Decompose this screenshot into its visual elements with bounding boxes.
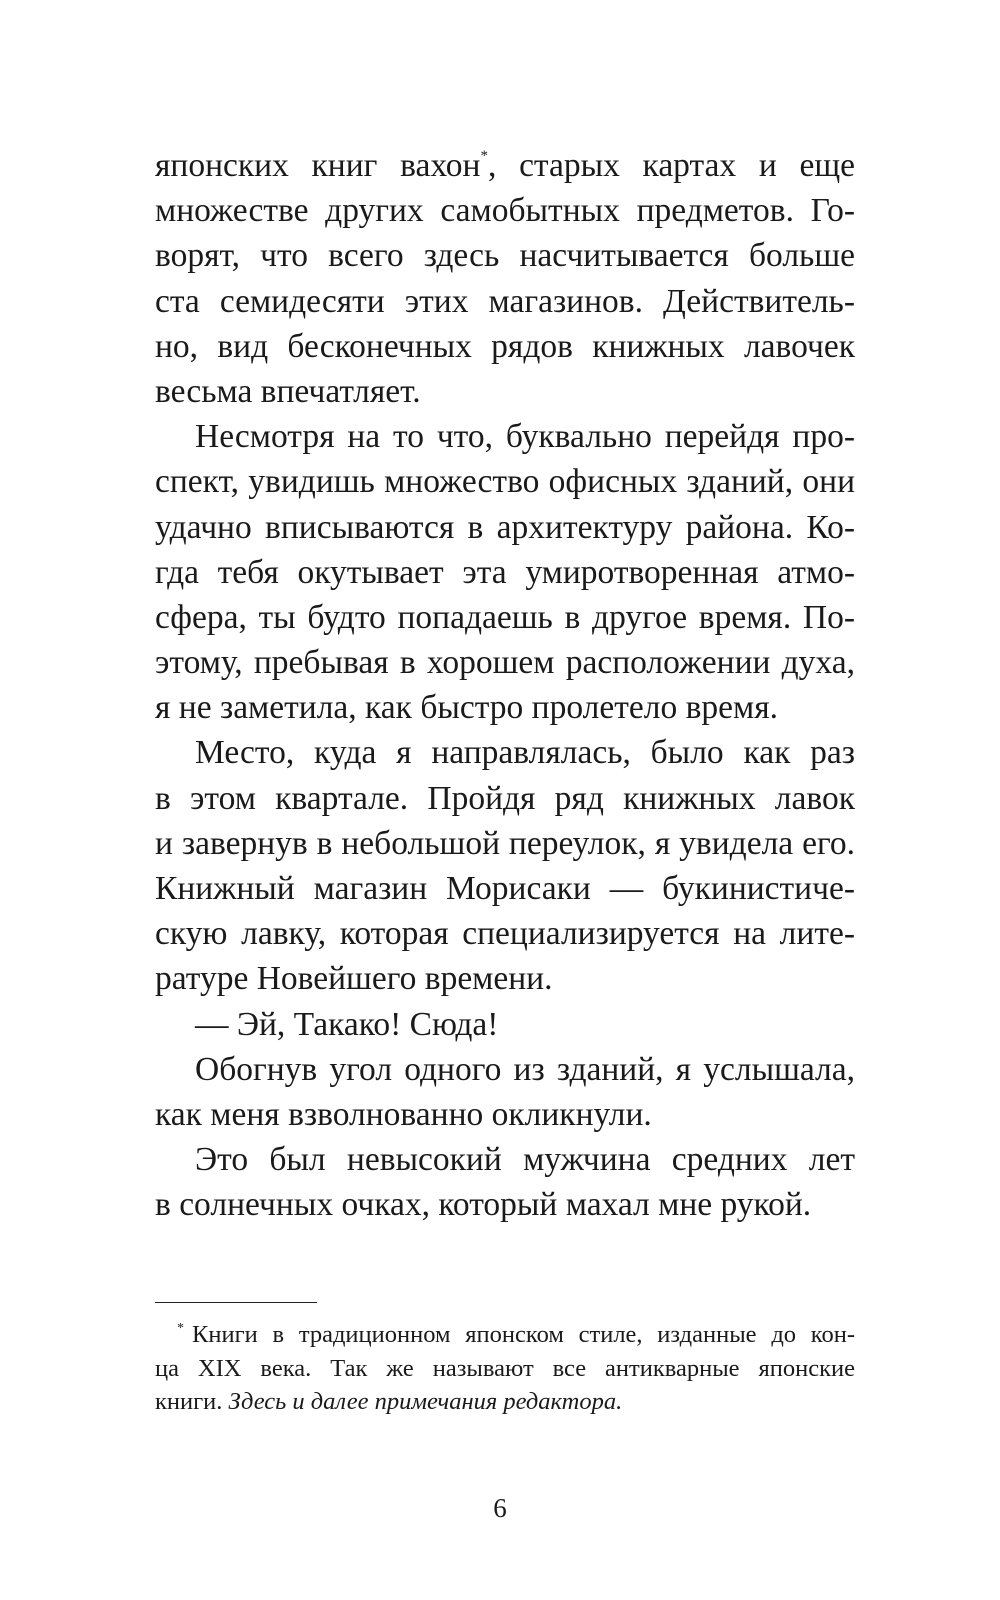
text-line: весьма впечатляет. — [155, 372, 421, 410]
text-line: но, вид бесконечных рядов книжных лавочек — [155, 327, 855, 365]
text-line: ста семидесяти этих магазинов. Действитель- — [155, 282, 855, 320]
text-line: Обогнув угол одного из зданий, я услышала, — [195, 1050, 855, 1088]
footnote-line: ца XIX века. Так же называют все антикварные японские — [155, 1354, 855, 1382]
text-line: гда тебя окутывает эта умиротворенная атмо- — [155, 553, 855, 591]
text-line: я не заметила, как быстро пролетело время. — [155, 689, 779, 727]
text-line: скую лавку, которая специализируется на лите- — [155, 915, 855, 953]
page-number: 6 — [493, 1493, 507, 1523]
footnote-line: * Книги в традиционном японском стиле, изданные до кон- — [177, 1321, 855, 1348]
text-line: спект, увидишь множество офисных зданий, они — [155, 463, 855, 501]
text-line: Это был невысокий мужчина средних лет — [195, 1141, 855, 1179]
text-line: множестве других самобытных предметов. Го- — [155, 192, 855, 230]
footnote-divider — [155, 1302, 317, 1303]
text-line: этому, пребывая в хорошем расположении духа, — [155, 644, 855, 682]
text-line: ворят, что всего здесь насчитывается больше — [155, 237, 855, 275]
footnote-marker: * — [177, 1321, 184, 1336]
text-line: и завернув в небольшой переулок, я увидела его. — [155, 824, 855, 862]
body-text — [155, 143, 855, 1228]
footnote — [155, 1318, 855, 1419]
footnote-reference[interactable]: * — [480, 148, 488, 164]
dialogue-line: — Эй, Такако! Сюда! — [195, 1005, 499, 1043]
text-line: как меня взволнованно окликнули. — [155, 1095, 652, 1133]
text-line: сфера, ты будто попадаешь в другое время. По- — [155, 598, 855, 636]
text-line: Несмотря на то что, буквально перейдя про- — [195, 418, 855, 456]
footnote-line: книги. Здесь и далее примечания редактора. — [155, 1388, 623, 1415]
text-line: Книжный магазин Морисаки — букинистиче- — [155, 870, 855, 907]
editor-note: Здесь и далее примечания редактора. — [228, 1388, 623, 1415]
text-line: в солнечных очках, который махал мне рукой. — [155, 1186, 812, 1224]
text-line: удачно вписываются в архитектуру района. Ко- — [155, 508, 855, 546]
text-line: Место, куда я направлялась, было как раз — [195, 734, 855, 772]
text-line: ратуре Новейшего времени. — [155, 960, 553, 998]
text-line: японских книг вахон*, старых картах и еще — [155, 147, 856, 184]
text-line: в этом квартале. Пройдя ряд книжных лавок — [155, 779, 855, 817]
